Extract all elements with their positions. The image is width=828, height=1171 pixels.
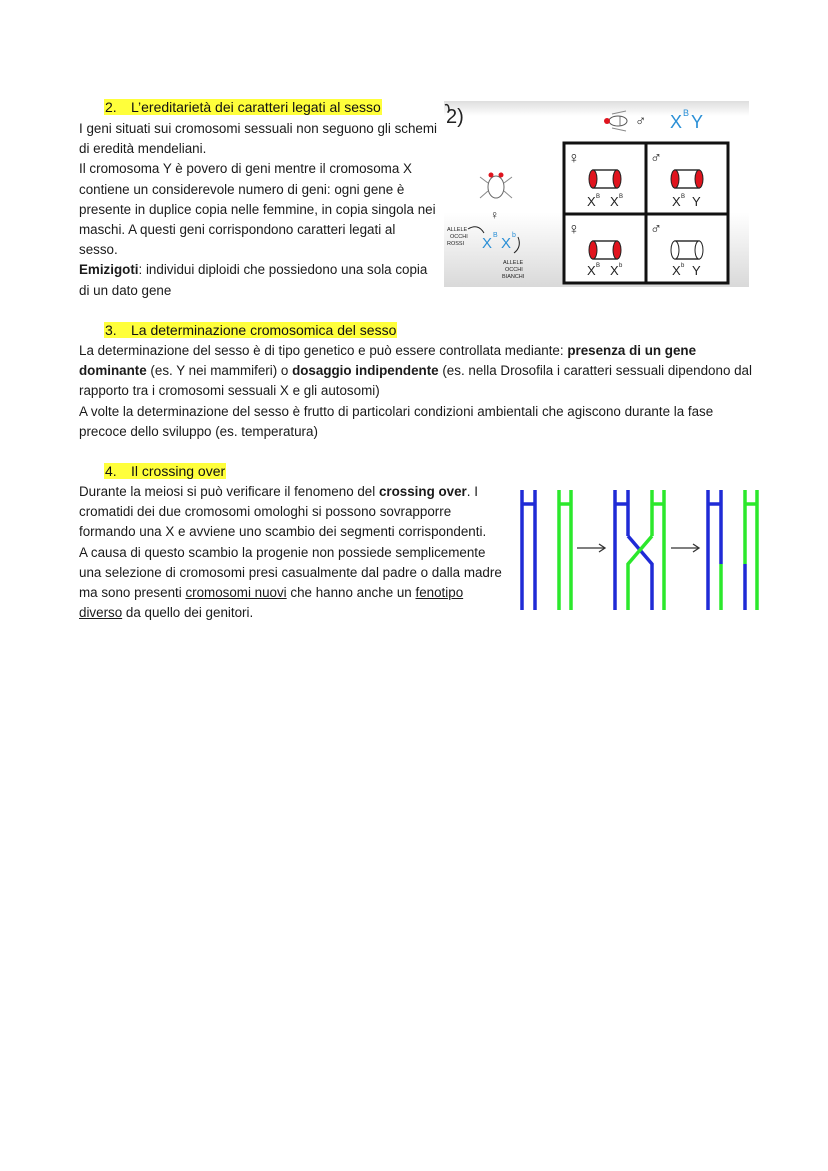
dominant-gene-term: presenza di un gene dominante	[79, 343, 697, 379]
cell-4-s1: b	[681, 263, 685, 269]
mother-x2-sup: b	[512, 232, 516, 239]
allele-white-label-1: ALLELE	[503, 260, 524, 266]
section-3-p1-e: (es. nella Drosofila i caratteri sessuali dipendono dal rapporto tra i cromosomi sessuali X e gli autosomi)	[79, 363, 752, 399]
new-chromosomes-term: cromosomi nuovi	[185, 585, 287, 601]
cell-3-g1: X	[587, 263, 596, 278]
section-3-p1-a: La determinazione del sesso è di tipo genetico e può essere controllata mediante:	[79, 343, 568, 358]
cell-2-g2: Y	[692, 194, 701, 209]
section-4-p2	[79, 543, 504, 624]
allele-red-label-2: OCCHI	[450, 234, 468, 240]
step-label: 2)	[446, 106, 464, 128]
section-2-text	[79, 119, 437, 301]
chromosome-blue-parent	[522, 490, 535, 610]
different-phenotype-term: fenotipo diverso	[79, 585, 464, 621]
section-3-p2: A volte la determinazione del sesso è frutto di particolari condizioni ambientali che agiscono durante la fase precoce dello sviluppo (es. temperatura)	[79, 403, 714, 439]
cell-1-s1: B	[596, 194, 601, 200]
section-3-title: La determinazione cromosomica del sesso	[131, 322, 397, 338]
allele-red-label-1: ALLELE	[447, 227, 468, 233]
crossing-over-term: crossing over	[378, 484, 467, 499]
section-4-heading	[104, 461, 226, 481]
section-2-p1: I geni situati sui cromosomi sessuali non seguono gli schemi di eredità mendeliani.	[79, 121, 438, 157]
mother-x1: X	[482, 235, 493, 252]
section-4-p2-a: A causa di questo scambio la progenie non possiede semplicemente una selezione di cromosomi presi casualmente dal padre o dalla madre ma sono presenti	[79, 544, 502, 601]
section-4-title: Il crossing over	[131, 463, 226, 479]
section-3-p1-c: (es. Y nei mammiferi) o	[146, 363, 293, 379]
emizigoti-definition: : individui diploidi che possiedono una sola copia di un dato gene	[79, 262, 428, 298]
section-2-p2: Il cromosoma Y è povero di geni mentre il cromosoma X contiene un considerevole numero di geni: ogni gene è presente in duplice copia nelle femmine, in copia singola nei maschi. A questi geni corrispondono caratteri legati al sesso.	[79, 161, 436, 258]
independent-dosage-term: dosaggio indipendente	[292, 363, 439, 379]
section-3-number: 3.	[105, 322, 117, 338]
cell-4-sex-symbol: ♂	[650, 221, 662, 238]
chromosome-green-recombinant	[745, 490, 757, 610]
mother-x2: X	[501, 235, 512, 252]
mother-x1-sup: B	[493, 232, 498, 239]
cell-1-sex-symbol: ♀	[568, 150, 580, 167]
father-x-sup: B	[683, 108, 690, 118]
cell-3-sex-symbol: ♀	[568, 221, 580, 238]
chromosome-green-parent	[559, 490, 571, 610]
section-4-p1	[79, 482, 504, 543]
cell-1-g1: X	[587, 194, 596, 209]
section-3-p1	[79, 341, 759, 402]
cell-3-s2: b	[619, 263, 623, 269]
father-y: Y	[691, 112, 704, 132]
section-4-p1-c: . I cromatidi dei due cromosomi omologhi si possono sovrapporre formando una X e avviene uno scambio dei segmenti corrispondenti.	[79, 484, 487, 540]
cell-4-g2: Y	[692, 263, 701, 278]
crossing-over-figure	[514, 488, 764, 612]
section-2-number: 2.	[105, 99, 117, 115]
section-3-heading	[104, 320, 397, 340]
section-4-p2-e: da quello dei genitori.	[122, 605, 254, 621]
section-3-text	[79, 341, 759, 442]
arrow-icon-2	[671, 544, 699, 552]
cell-1-g2: X	[610, 194, 619, 209]
section-2-title: L’ereditarietà dei caratteri legati al sesso	[131, 99, 381, 115]
chromosome-green-crossing	[628, 490, 664, 610]
section-2-p3	[79, 260, 437, 300]
section-4-number: 4.	[105, 463, 117, 479]
cell-3-s1: B	[596, 263, 601, 269]
section-4-text	[79, 482, 504, 623]
cell-2-g1: X	[672, 194, 681, 209]
cell-3-g2: X	[610, 263, 619, 278]
cell-1-s2: B	[619, 194, 624, 200]
cell-2-s1: B	[681, 194, 686, 200]
arrow-icon-1	[577, 544, 605, 552]
cell-2-sex-symbol: ♂	[650, 150, 662, 167]
allele-white-label-2: OCCHI	[505, 267, 523, 273]
allele-red-label-3: ROSSI	[447, 241, 465, 247]
punnett-square-figure	[444, 101, 749, 287]
punnett-grid	[564, 143, 728, 283]
section-2-heading	[104, 97, 382, 117]
female-symbol-left: ♀	[490, 208, 499, 222]
chromosome-blue-crossing	[615, 490, 652, 610]
punnett-square-drawing	[444, 101, 749, 287]
chromosome-blue-recombinant	[708, 490, 721, 610]
father-x: X	[670, 112, 683, 132]
section-4-p1-a: Durante la meiosi si può verificare il fenomeno del	[79, 484, 379, 499]
cell-4-g1: X	[672, 263, 681, 278]
emizigoti-term: Emizigoti	[79, 262, 139, 278]
allele-white-label-3: BIANCHI	[502, 274, 525, 280]
section-4-p2-c: che hanno anche un	[286, 585, 416, 601]
male-symbol-top: ♂	[635, 113, 647, 130]
crossing-over-drawing	[514, 488, 764, 612]
